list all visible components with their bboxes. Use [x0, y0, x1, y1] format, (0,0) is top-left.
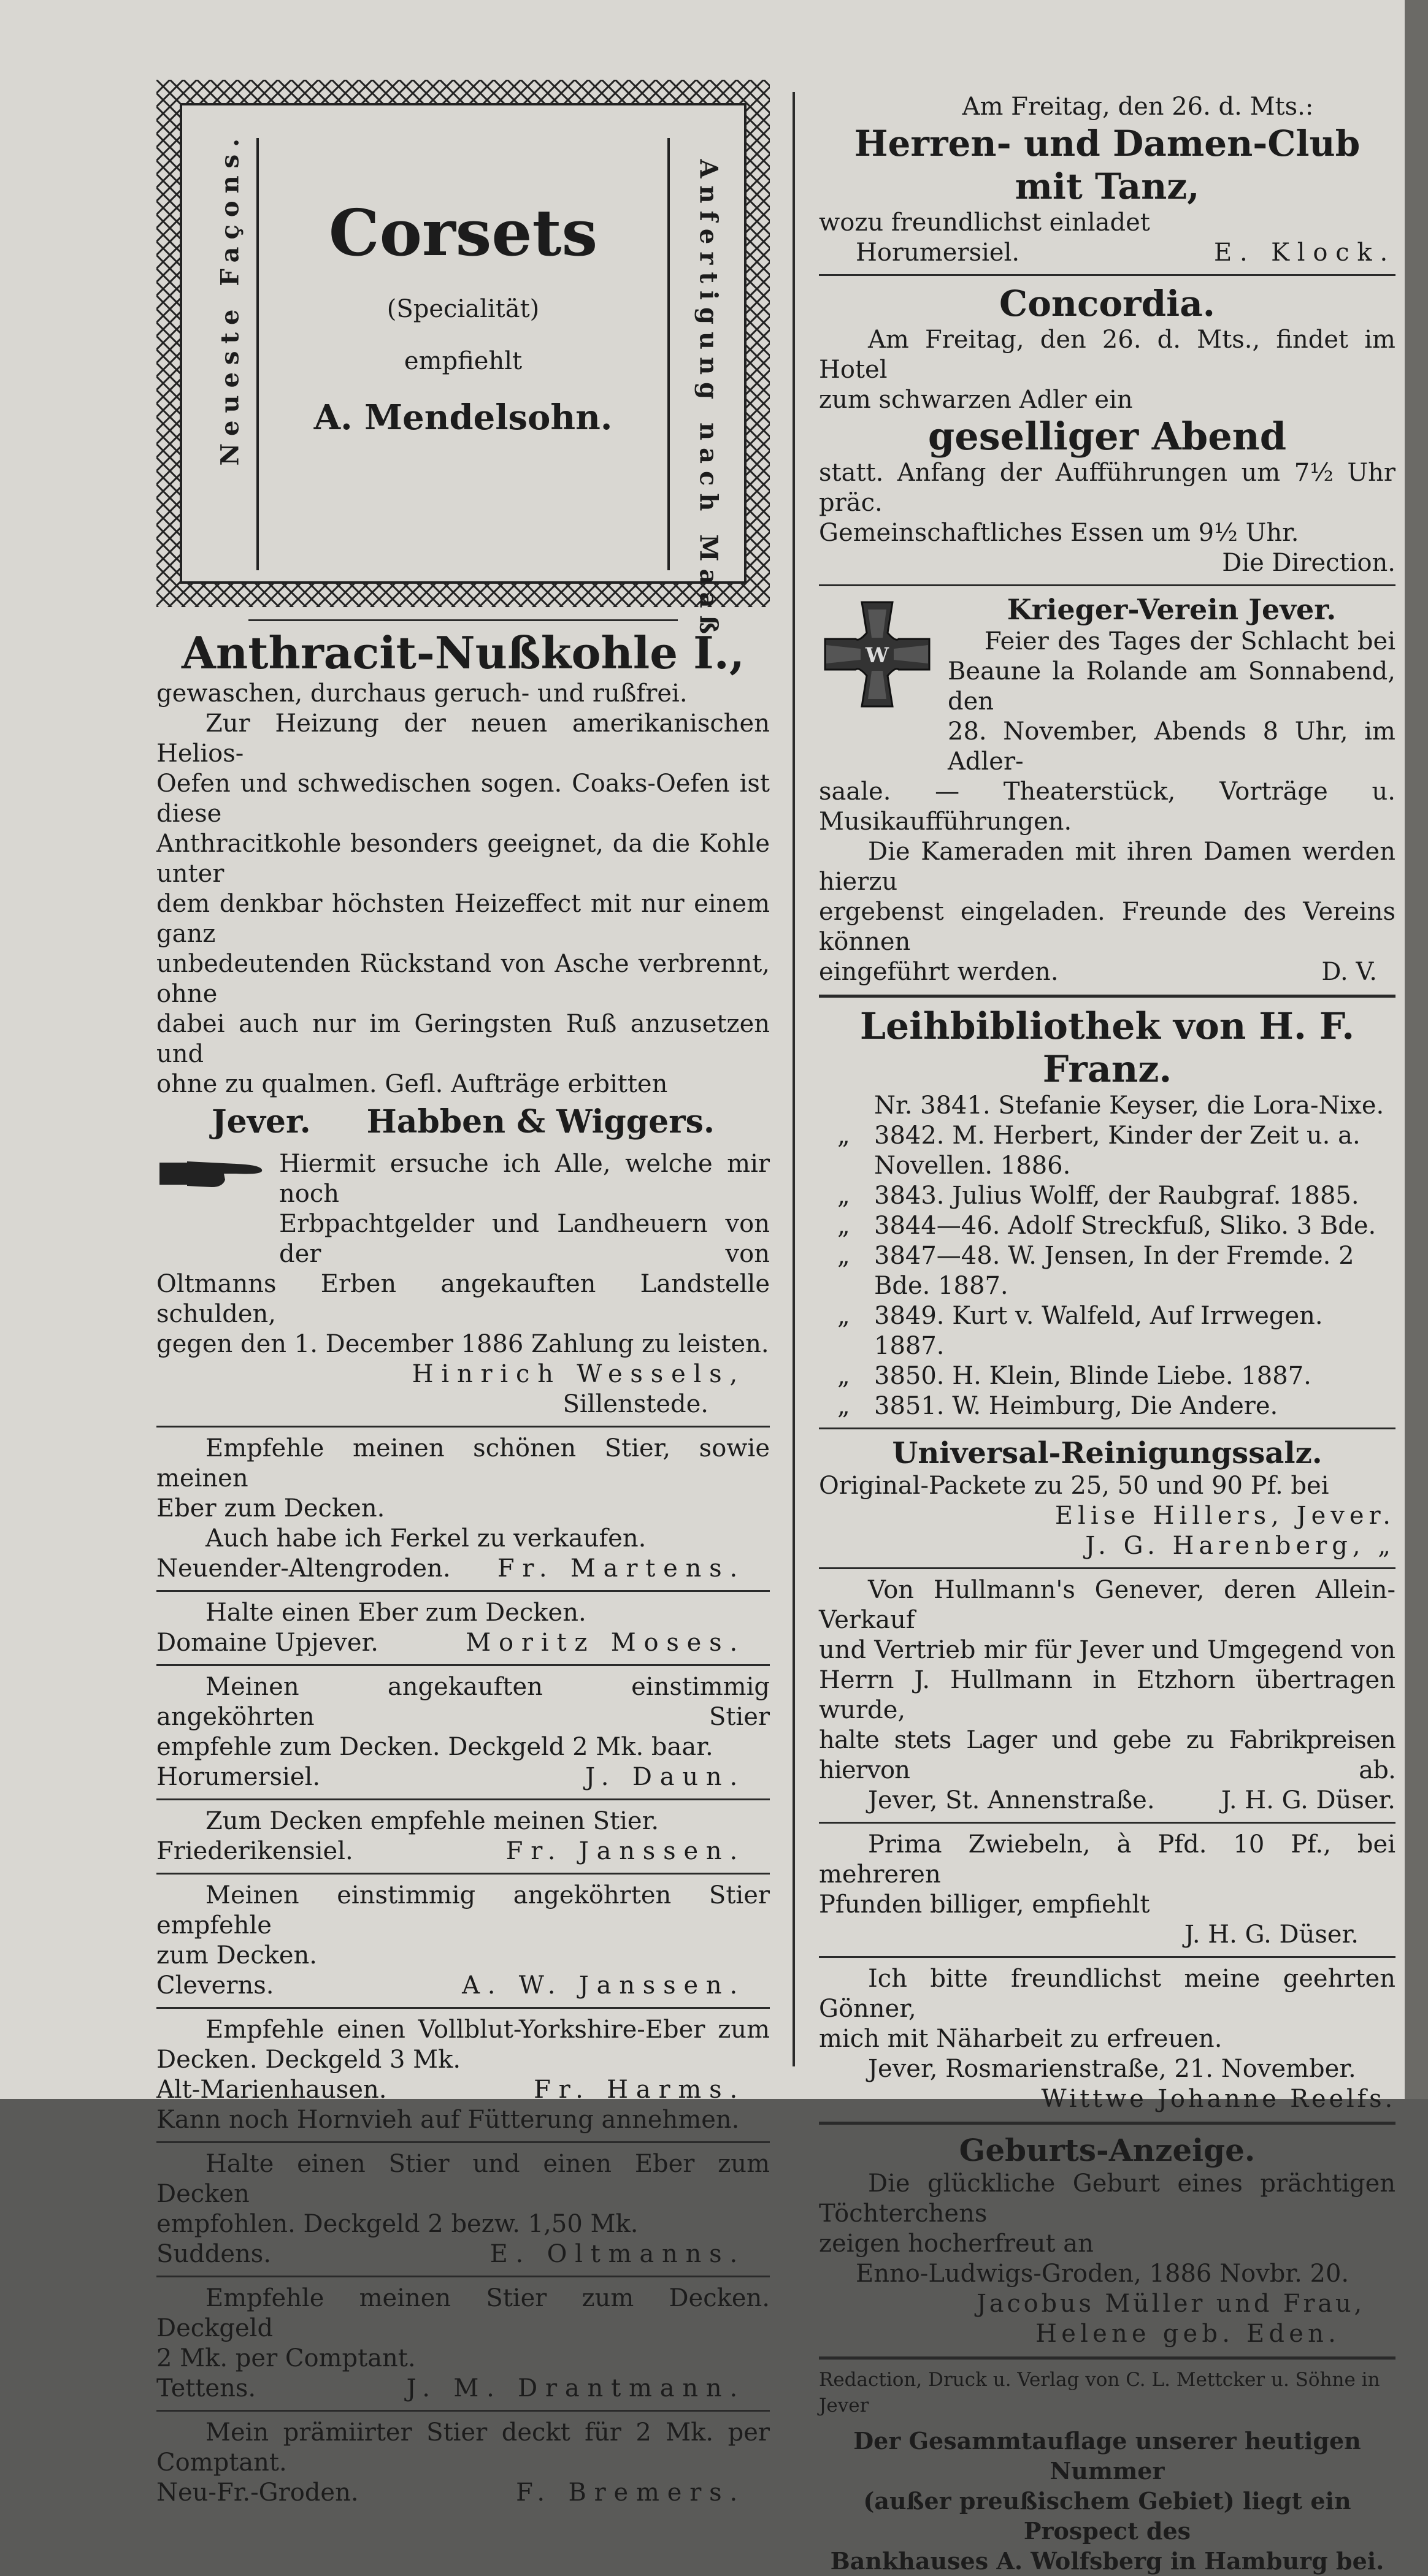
- text-line: Decken. Deckgeld 3 Mk.: [156, 2046, 461, 2074]
- text-line: 28. November, Abends 8 Uhr, im Adler-: [948, 717, 1395, 776]
- book-entry: 3851. W. Heimburg, Die Andere.: [874, 1392, 1278, 1420]
- text-line: Am Freitag, den 26. d. Mts., findet im Hotel: [819, 326, 1395, 384]
- text-line: Mein prämiirter Stier deckt für 2 Mk. per: [205, 2418, 770, 2447]
- text-line: Zur Heizung der neuen amerikanischen Helios-: [156, 709, 770, 768]
- text-line: Hiermit ersuche ich Alle, welche mir noch: [279, 1150, 770, 1208]
- page-edge: [1405, 0, 1428, 2099]
- text-line: Meinen einstimmig angeköhrten Stier empfehle: [156, 1881, 770, 1940]
- divider: [156, 2141, 770, 2143]
- ditto-mark: „: [837, 1302, 850, 1330]
- book-entry: 3847—48. W. Jensen, In der Fremde. 2 Bde. 1887.: [874, 1242, 1354, 1300]
- advert-place: Suddens.: [156, 2240, 272, 2268]
- advert-place: Tettens.: [156, 2374, 256, 2402]
- ditto-mark: „: [837, 1182, 850, 1210]
- text-line: Kann noch Hornvieh auf Fütterung annehmen.: [156, 2106, 740, 2134]
- book-entry: 3850. H. Klein, Blinde Liebe. 1887.: [874, 1362, 1311, 1390]
- text-line: Die Kameraden mit ihren Damen werden hierzu: [819, 838, 1395, 896]
- wessels-notice: [156, 1149, 770, 1420]
- moses-advert: [156, 1598, 770, 1658]
- divider: [248, 619, 678, 621]
- advert-place: Cleverns.: [156, 1971, 274, 2000]
- advert-name: E. Klock.: [1214, 239, 1395, 267]
- text-line: statt. Anfang der Aufführungen um 7½ Uhr präc.: [819, 459, 1395, 517]
- text-line: und Vertrieb mir für Jever und Umgegend von: [819, 1636, 1395, 1664]
- divider: [156, 2007, 770, 2009]
- ditto-mark: „: [837, 1122, 850, 1150]
- corset-subtitle: (Specialität): [386, 295, 540, 323]
- divider: [156, 1590, 770, 1592]
- text-line: ohne zu qualmen. Gefl. Aufträge erbitten: [156, 1070, 668, 1098]
- geburt-title: Geburts-Anzeige.: [959, 2132, 1256, 2168]
- advert-place: Horumersiel.: [856, 239, 1020, 267]
- text-line: Der Gesammtauflage unserer heutigen Nummer: [853, 2427, 1361, 2485]
- ditto-mark: „: [837, 1362, 850, 1390]
- left-column: [156, 80, 770, 2508]
- club-date: Am Freitag, den 26. d. Mts.:: [962, 93, 1314, 121]
- ditto-mark: „: [837, 1242, 850, 1270]
- concordia-title: Concordia.: [999, 283, 1215, 324]
- genever-advert: [819, 1575, 1395, 1816]
- text-line: Anthracitkohle besonders geeignet, da die Kohle unter: [156, 830, 770, 888]
- salz-advert: [819, 1435, 1395, 1561]
- salz-title: Universal-Reinigungssalz.: [892, 1436, 1322, 1470]
- divider: [819, 1822, 1395, 1824]
- text-line: Empfehle meinen Stier zum Decken. Deckgeld: [156, 2284, 770, 2342]
- divider: [819, 995, 1395, 998]
- book-entry: 3842. M. Herbert, Kinder der Zeit u. a. Novellen. 1886.: [874, 1122, 1361, 1180]
- divider: [819, 1428, 1395, 1429]
- ditto-mark: „: [837, 1212, 850, 1240]
- book-entry: 3849. Kurt v. Walfeld, Auf Irrwegen. 1887.: [874, 1302, 1323, 1360]
- divider: [819, 2356, 1395, 2360]
- harms-advert: [156, 2015, 770, 2135]
- advert-name: J. Daun.: [585, 1763, 745, 1791]
- book-entry: Nr. 3841. Stefanie Keyser, die Lora-Nixe.: [874, 1091, 1384, 1120]
- advert-name: D. V.: [1321, 958, 1377, 986]
- divider: [156, 1798, 770, 1800]
- column-divider: [793, 92, 795, 2066]
- text-line: zum schwarzen Adler ein: [819, 386, 1133, 414]
- text-line: Prima Zwiebeln, à Pfd. 10 Pf., bei mehreren: [819, 1830, 1395, 1889]
- list-item: [837, 1181, 1395, 1211]
- advert-name: Jacobus Müller und Frau,: [976, 2290, 1365, 2318]
- advert-name: Die Direction.: [1222, 549, 1395, 577]
- text-line: Von Hullmann's Genever, deren Allein-Verkauf: [819, 1576, 1395, 1634]
- corset-name: A. Mendelsohn.: [313, 397, 613, 438]
- advert-name: A. W. Janssen.: [462, 1971, 745, 2000]
- anthracit-firm: Habben & Wiggers.: [366, 1103, 715, 1141]
- list-item: [837, 1241, 1395, 1301]
- divider: [156, 1873, 770, 1875]
- naeh-advert: [819, 1964, 1395, 2114]
- text-line: saale. — Theaterstück, Vorträge u. Musikaufführungen.: [819, 778, 1395, 836]
- text-line: mich mit Näharbeit zu erfreuen.: [819, 2025, 1223, 2053]
- beilage-notice: [819, 2426, 1395, 2576]
- text-line: halte stets Lager und gebe zu Fabrikpreisen hiervon ab.: [819, 1726, 1395, 1784]
- text-line: Eber zum Decken.: [156, 1494, 385, 1523]
- list-item: [837, 1121, 1395, 1181]
- library-list: [819, 1091, 1395, 1421]
- text-line: Empfehle einen Vollblut-Yorkshire-Eber zum: [205, 2016, 770, 2044]
- advert-name: F. Bremers.: [516, 2479, 745, 2507]
- anthracit-advert: [156, 627, 770, 1141]
- advert-name: Fr. Harms.: [534, 2076, 745, 2104]
- list-item: [837, 1361, 1395, 1391]
- text-line: Ich bitte freundlichst meine geehrten Gönner,: [819, 1965, 1395, 2023]
- advert-place: Jever, St. Annenstraße.: [868, 1786, 1155, 1814]
- club-title: Herren- und Damen-Club: [854, 123, 1361, 164]
- club-advert: [819, 92, 1395, 268]
- text-line: Erbpachtgelder und Landheuern von der von: [279, 1210, 770, 1268]
- text-line: Zum Decken empfehle meinen Stier.: [205, 1807, 659, 1835]
- pointing-hand-icon: [156, 1149, 279, 1269]
- advert-place: Horumersiel.: [156, 1763, 321, 1791]
- book-entry: 3843. Julius Wolff, der Raubgraf. 1885.: [874, 1182, 1359, 1210]
- advert-name: Fr. Martens.: [497, 1554, 745, 1583]
- concordia-advert: [819, 282, 1395, 578]
- text-line: Original-Packete zu 25, 50 und 90 Pf. bei: [819, 1472, 1329, 1500]
- text-line: Pfunden billiger, empfiehlt: [819, 1890, 1150, 1919]
- text-line: empfehle zum Decken. Deckgeld 2 Mk. baar.: [156, 1733, 713, 1761]
- text-line: (außer preußischem Gebiet) liegt ein Prospect des: [863, 2487, 1351, 2545]
- text-line: Oefen und schwedischen sogen. Coaks-Oefen ist diese: [156, 770, 770, 828]
- krieger-title: Krieger-Verein Jever.: [1007, 593, 1337, 626]
- text-line: unbedeutenden Rückstand von Asche verbrennt, ohne: [156, 950, 770, 1008]
- ditto-mark: [837, 1091, 874, 1121]
- martens-advert: [156, 1434, 770, 1584]
- list-item: [837, 1211, 1395, 1241]
- divider: [819, 1567, 1395, 1569]
- wessels-place: Sillenstede.: [562, 1390, 708, 1418]
- text-line: dem denkbar höchsten Heizeffect mit nur einem ganz: [156, 890, 770, 948]
- text-line: Oltmanns Erben angekauften Landstelle schulden,: [156, 1270, 770, 1328]
- krieger-advert: [819, 592, 1395, 987]
- club-subtitle: mit Tanz,: [1015, 166, 1200, 207]
- list-item: [837, 1391, 1395, 1421]
- text-line: wozu freundlichst einladet: [819, 208, 1150, 237]
- anthracit-place: Jever.: [212, 1103, 311, 1141]
- right-column: [819, 92, 1395, 2576]
- list-item: [837, 1091, 1395, 1121]
- library-title: Leihbibliothek von H. F. Franz.: [859, 1005, 1355, 1091]
- text-line: gegen den 1. December 1886 Zahlung zu leisten.: [156, 1330, 769, 1358]
- advert-place: Alt-Marienhausen.: [156, 2076, 387, 2104]
- text-line: Empfehle meinen schönen Stier, sowie meinen: [156, 1434, 770, 1492]
- advert-name: E. Oltmanns.: [489, 2240, 745, 2268]
- bremers-advert: [156, 2418, 770, 2508]
- text-line: Die glückliche Geburt eines prächtigen Töchterchens: [819, 2169, 1395, 2228]
- divider: [156, 2410, 770, 2412]
- dealer-name: Elise Hillers, Jever.: [1054, 1502, 1395, 1530]
- zwiebeln-advert: [819, 1830, 1395, 1950]
- text-line: Comptant.: [156, 2448, 287, 2477]
- svg-text:W: W: [865, 643, 889, 668]
- advert-name: J. H. G. Düser.: [1184, 1921, 1359, 1949]
- text-line: 2 Mk. per Comptant.: [156, 2344, 416, 2372]
- anthracit-title: Anthracit-Nußkohle I.,: [182, 627, 745, 679]
- corset-recommends: empfiehlt: [404, 347, 523, 375]
- advert-name: Helene geb. Eden.: [1035, 2320, 1340, 2348]
- janssen-fr-advert: [156, 1806, 770, 1867]
- text-line: Halte einen Eber zum Decken.: [205, 1599, 586, 1627]
- text-line: Auch habe ich Ferkel zu verkaufen.: [205, 1524, 647, 1553]
- text-line: zeigen hocherfreut an: [819, 2230, 1094, 2258]
- advert-name: J. H. G. Düser.: [1221, 1786, 1395, 1814]
- text-line: Feier des Tages der Schlacht bei: [985, 627, 1395, 655]
- advert-name: J. M. Drantmann.: [406, 2374, 745, 2402]
- text-line: Gemeinschaftliches Essen um 9½ Uhr.: [819, 519, 1299, 547]
- divider: [819, 2122, 1395, 2125]
- divider: [819, 584, 1395, 586]
- text-line: Bankhauses A. Wolfsberg in Hamburg bei.: [830, 2547, 1384, 2575]
- dealer-name: J. G. Harenberg, „: [1085, 1532, 1395, 1560]
- text-line: Halte einen Stier und einen Eber zum Decken: [156, 2150, 770, 2208]
- text-line: gewaschen, durchaus geruch- und rußfrei.: [156, 679, 688, 708]
- advert-place: Friederikensiel.: [156, 1837, 353, 1865]
- text-line: zum Decken.: [156, 1941, 318, 1970]
- concordia-event: geselliger Abend: [927, 414, 1287, 459]
- text-line: Herrn J. Hullmann in Etzhorn übertragen wurde,: [819, 1666, 1395, 1724]
- oltmanns-advert: [156, 2149, 770, 2269]
- divider: [156, 1426, 770, 1428]
- advert-place: Neuender-Altengroden.: [156, 1554, 451, 1583]
- corset-right-vertical: Anfertigung nach Maaß.: [694, 159, 723, 657]
- ditto-mark: „: [837, 1392, 850, 1420]
- text-line: dabei auch nur im Geringsten Ruß anzusetzen und: [156, 1010, 770, 1068]
- text-line: empfohlen. Deckgeld 2 bezw. 1,50 Mk.: [156, 2210, 639, 2238]
- list-item: [837, 1301, 1395, 1361]
- advert-place: Neu-Fr.-Groden.: [156, 2479, 359, 2507]
- advert-name: Wittwe Johanne Reelfs.: [1041, 2085, 1395, 2113]
- corset-left-vertical: Neueste Façons.: [215, 131, 245, 466]
- advert-place: Enno-Ludwigs-Groden, 1886 Novbr. 20.: [856, 2260, 1349, 2288]
- text-line: Beaune la Rolande am Sonnabend, den: [948, 657, 1395, 716]
- janssen-aw-advert: [156, 1881, 770, 2001]
- drantmann-advert: [156, 2284, 770, 2404]
- iron-cross-icon: [819, 592, 948, 777]
- divider: [156, 2276, 770, 2277]
- divider: [819, 1956, 1395, 1958]
- book-entry: 3844—46. Adolf Streckfuß, Sliko. 3 Bde.: [874, 1212, 1376, 1240]
- text-line: ergebenst eingeladen. Freunde des Vereins können: [819, 898, 1395, 956]
- geburt-advert: [819, 2132, 1395, 2349]
- wessels-name: Hinrich Wessels,: [412, 1360, 745, 1388]
- advert-name: Moritz Moses.: [466, 1629, 745, 1657]
- library-advert: [819, 1005, 1395, 1421]
- advert-place: Jever, Rosmarienstraße, 21. November.: [868, 2055, 1356, 2083]
- text-line: Meinen angekauften einstimmig angeköhrten Stier: [156, 1673, 770, 1731]
- advert-place: Domaine Upjever.: [156, 1629, 378, 1657]
- daun-advert: [156, 1672, 770, 1792]
- advert-name: Fr. Janssen.: [505, 1837, 745, 1865]
- imprint: Redaction, Druck u. Verlag von C. L. Mettcker u. Söhne in Jever: [819, 2369, 1380, 2417]
- text-line: eingeführt werden.: [819, 958, 1059, 986]
- corset-title: Corsets: [328, 195, 598, 270]
- divider: [156, 1664, 770, 1666]
- divider: [819, 274, 1395, 276]
